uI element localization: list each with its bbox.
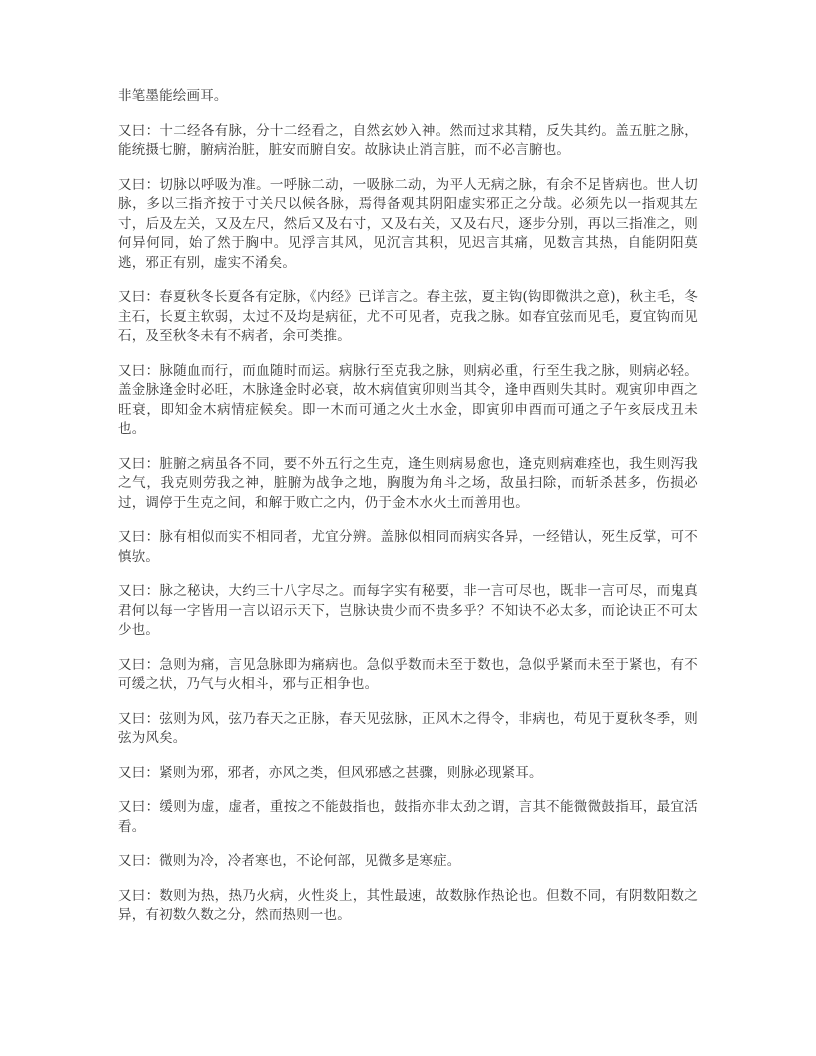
paragraph-3: 又曰：切脉以呼吸为准。一呼脉二动，一吸脉二动，为平人无病之脉，有余不足皆病也。世人切脉，多以三指齐按于寸关尺以候各脉，焉得备观其阴阳虚实邪正之分哉。必须先以一指观其左寸，后及左关，又及左尺，然后又及右寸，又及右关，又及右尺，逐步分别，再以三指准之，则何异何同，始了然于胸中。见浮言其风，见沉言其积，见迟言其痛，见数言其热，自能阴阳莫逃，邪正有别，虚实不淆矣。 — [118, 176, 698, 271]
paragraph-9: 又曰：急则为痛，言见急脉即为痛病也。急似乎数而未至于数也，急似乎紧而未至于紧也，有不可缓之状，乃气与火相斗，邪与正相争也。 — [118, 656, 698, 692]
paragraph-6: 又曰：脏腑之病虽各不同，要不外五行之生克，逢生则病易愈也，逢克则病难痊也，我生则泻我之气，我克则劳我之神，脏腑为战争之地，胸腹为角斗之场，敌虽扫除，而斩杀甚多，伤损必过，调停于生克之间，和解于败亡之内，仍于金木水火土而善用也。 — [118, 455, 698, 511]
paragraph-12: 又曰：缓则为虚，虚者，重按之不能鼓指也，鼓指亦非太劲之谓，言其不能微微鼓指耳，最宜活看。 — [118, 799, 698, 835]
paragraph-8: 又曰：脉之秘诀，大约三十八字尽之。而每字实有秘要，非一言可尽也，既非一言可尽，而鬼真君何以每一字皆用一言以诏示天下，岂脉诀贵少而不贵多乎？不知诀不必太多，而论诀正不可太少也。 — [118, 583, 698, 638]
paragraph-7: 又曰：脉有相似而实不相同者，尤宜分辨。盖脉似相同而病实各异，一经错认，死生反掌，可不慎欤。 — [118, 529, 698, 565]
paragraph-5: 又曰：脉随血而行，而血随时而运。病脉行至克我之脉，则病必重，行至生我之脉，则病必轻。盖金脉逢金时必旺，木脉逢金时必衰，故木病值寅卯则当其令，逢申酉则失其时。观寅卯申酉之旺衰，即知金木病情症候矣。即一木而可通之火土水金，即寅卯申酉而可通之子午亥辰戌丑未也。 — [118, 362, 698, 437]
paragraph-11: 又曰：紧则为邪，邪者，亦风之类，但风邪感之甚骤，则脉必现紧耳。 — [118, 764, 543, 781]
paragraph-4: 又曰：春夏秋冬长夏各有定脉，《内经》已详言之。春主弦，夏主钩(钩即微洪之意)，秋主毛，冬主石，长夏主软弱，太过不及均是病征，尤不可见者，克我之脉。如春宜弦而见毛，夏宜钩而见石，及至秋冬未有不病者，余可类推。 — [118, 289, 698, 344]
paragraph-2: 又曰：十二经各有脉，分十二经看之，自然玄妙入神。然而过求其精，反失其约。盖五脏之脉，能统摄七腑，腑病治脏，脏安而腑自安。故脉诀止消言脏，而不必言腑也。 — [118, 122, 698, 158]
paragraph-1: 非笔墨能绘画耳。 — [118, 88, 228, 104]
document-text-block — [118, 87, 698, 926]
paragraph-14: 又曰：数则为热，热乃火病，火性炎上，其性最速，故数脉作热论也。但数不同，有阴数阳数之异，有初数久数之分，然而热则一也。 — [118, 887, 698, 923]
paragraph-13: 又曰：微则为冷，冷者寒也，不论何部，见微多是寒症。 — [118, 853, 461, 869]
paragraph-10: 又曰：弦则为风，弦乃春天之正脉，春天见弦脉，正风木之得令，非病也，苟见于夏秋冬季，则弦为风矣。 — [118, 710, 698, 746]
